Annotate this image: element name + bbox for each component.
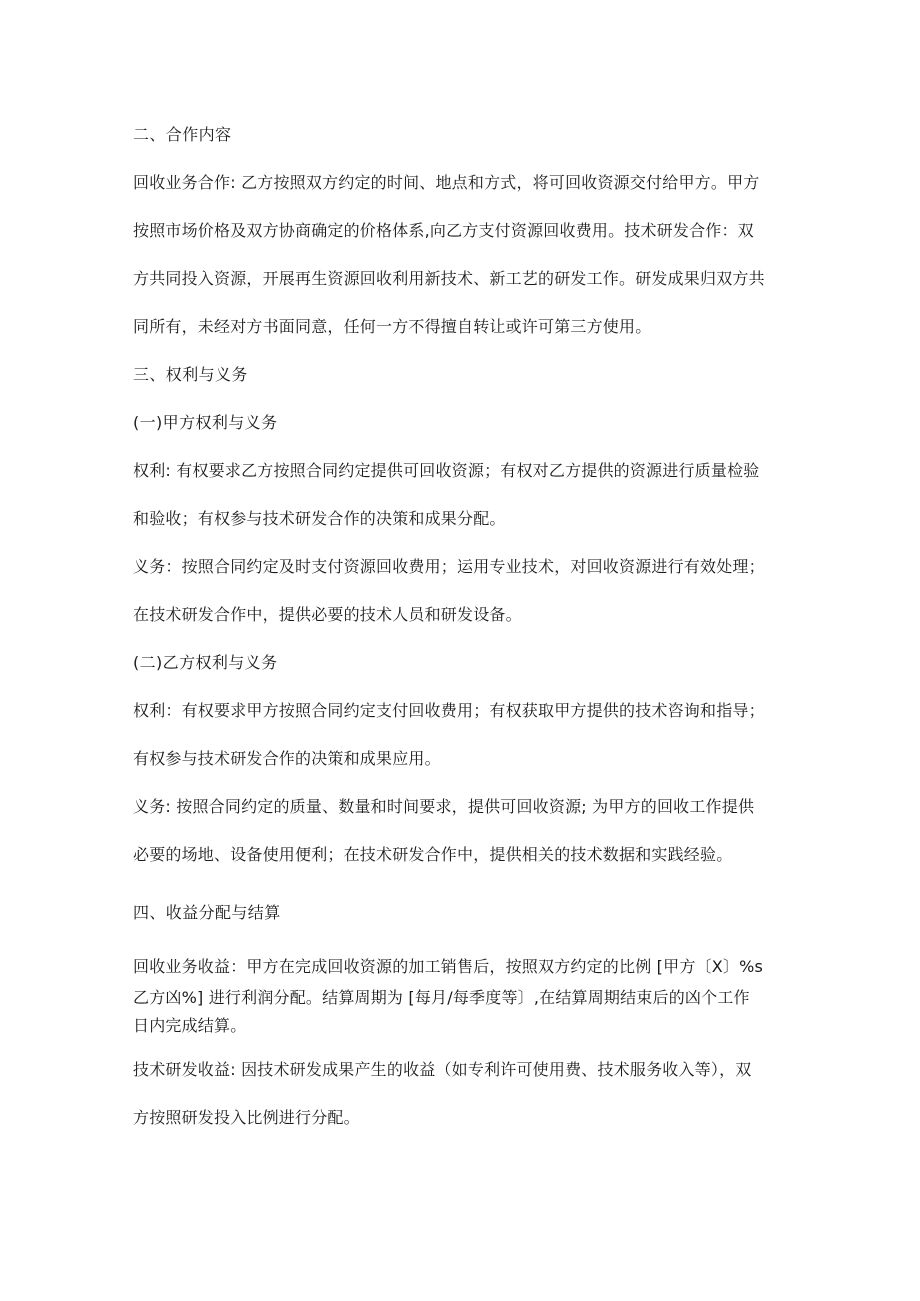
party-b-duties-line-2: 必要的场地、设备使用便利；在技术研发合作中，提供相关的技术数据和实践经验。 (133, 845, 733, 864)
section-2-para-line-4: 同所有，未经对方书面同意，任何一方不得擅自转让或许可第三方使用。 (133, 317, 652, 336)
party-a-rights-line-2: 和验收；有权参与技术研发合作的决策和成果分配。 (133, 509, 506, 528)
section-3-heading: 三、权利与义务 (133, 365, 248, 384)
party-a-heading: (一)甲方权利与义务 (133, 413, 278, 432)
recycling-income-line-3: 日内完成结算。 (133, 1016, 247, 1035)
party-b-rights-line-2: 有权参与技术研发合作的决策和成果应用。 (133, 749, 441, 768)
section-2-para-line-1: 回收业务合作: 乙方按照双方约定的时间、地点和方式，将可回收资源交付给甲方。甲方 (133, 173, 760, 192)
party-a-duties-line-2: 在技术研发合作中，提供必要的技术人员和研发设备。 (133, 605, 522, 624)
recycling-income-line-2: 乙方凶%] 进行利润分配。结算周期为 [每月/每季度等〕,在结算周期结束后的凶个工作 (133, 988, 750, 1007)
party-b-rights-line-1: 权利：有权要求甲方按照合同约定支付回收费用；有权获取甲方提供的技术咨询和指导； (133, 701, 765, 720)
party-a-duties-line-1: 义务：按照合同约定及时支付资源回收费用；运用专业技术，对回收资源进行有效处理； (133, 557, 765, 576)
section-2-heading: 二、合作内容 (133, 125, 232, 144)
recycling-income-line-1: 回收业务收益：甲方在完成回收资源的加工销售后，按照双方约定的比例 [甲方〔X〕%s (133, 957, 764, 976)
section-4-heading: 四、收益分配与结算 (133, 903, 281, 922)
section-2-para-line-2: 按照市场价格及双方协商确定的价格体系,向乙方支付资源回收费用。技术研发合作：双 (133, 221, 754, 240)
rd-income-line-1: 技术研发收益: 因技术研发成果产生的收益（如专利许可使用费、技术服务收入等），双 (133, 1060, 752, 1079)
rd-income-line-2: 方按照研发投入比例进行分配。 (133, 1108, 360, 1127)
party-b-duties-line-1: 义务: 按照合同约定的质量、数量和时间要求，提供可回收资源; 为甲方的回收工作提供 (133, 797, 755, 816)
party-a-rights-line-1: 权利: 有权要求乙方按照合同约定提供可回收资源；有权对乙方提供的资源进行质量检验 (133, 461, 760, 480)
section-2-para-line-3: 方共同投入资源，开展再生资源回收利用新技术、新工艺的研发工作。研发成果归双方共 (133, 269, 765, 288)
party-b-heading: (二)乙方权利与义务 (133, 653, 278, 672)
